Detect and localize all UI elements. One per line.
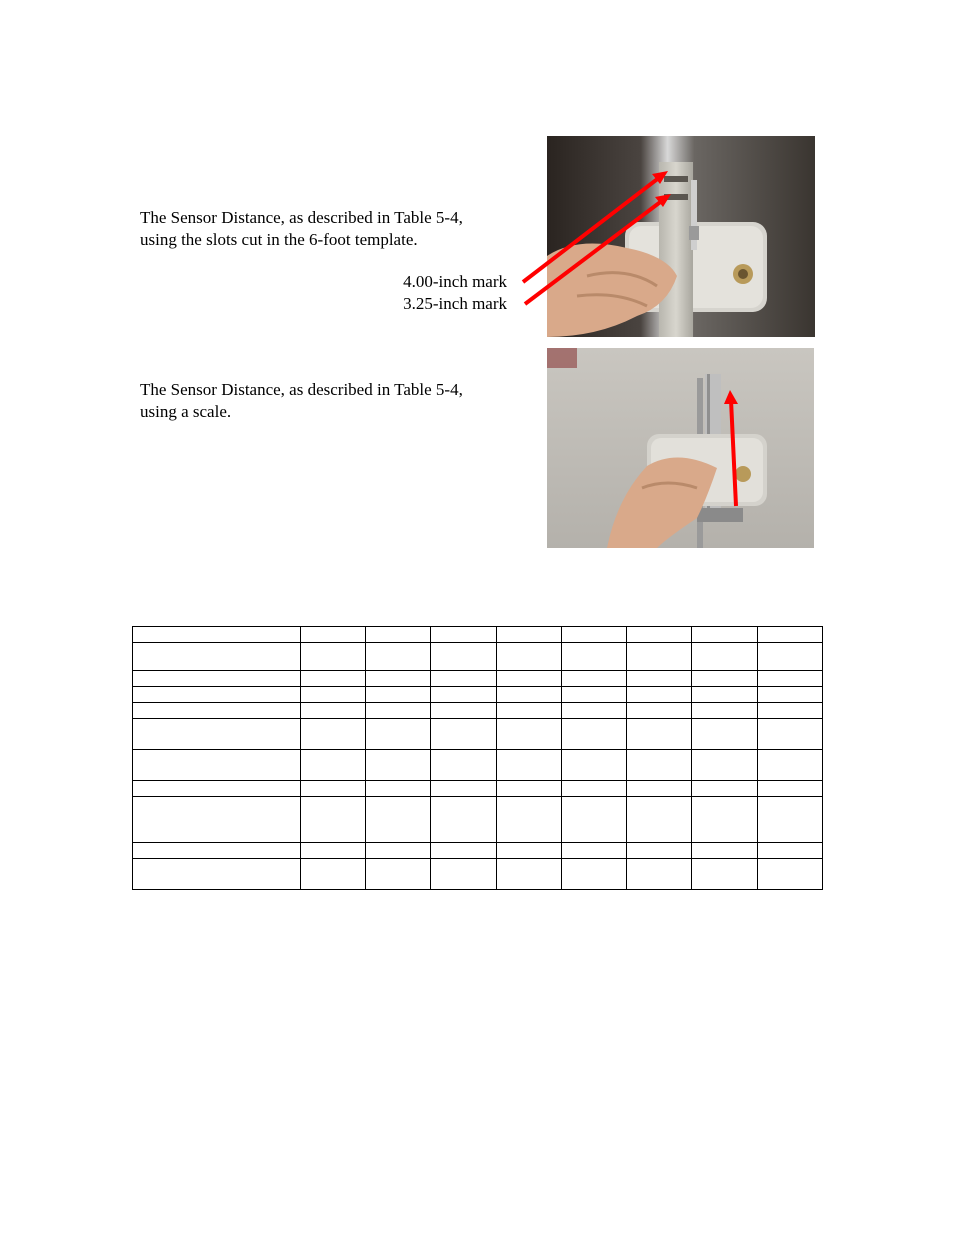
table-row [133,797,823,843]
figure-2-caption [140,379,520,423]
label-4-00-inch-mark: 4.00-inch mark [403,272,507,291]
photo-scale-measurement-image [547,348,814,548]
caption-line: using the slots cut in the 6-foot template. [140,230,418,249]
table-row [133,719,823,750]
photo-template-slots [547,136,815,337]
photo-scale-measurement [547,348,814,548]
caption-line: The Sensor Distance, as described in Table 5-4, [140,380,463,399]
table-row [133,703,823,719]
table-row [133,859,823,890]
table-row [133,687,823,703]
figure-1-caption [140,207,520,251]
label-3-25-inch-mark: 3.25-inch mark [403,294,507,313]
table-row [133,781,823,797]
table-body [133,627,823,890]
caption-line: using a scale. [140,402,232,421]
table-row [133,750,823,781]
table-row [133,671,823,687]
table-row [133,643,823,671]
photo-template-slots-image [547,136,815,337]
table-row [133,627,823,643]
caption-line: The Sensor Distance, as described in Table 5-4, [140,208,463,227]
table-row [133,843,823,859]
empty-table [132,626,823,890]
